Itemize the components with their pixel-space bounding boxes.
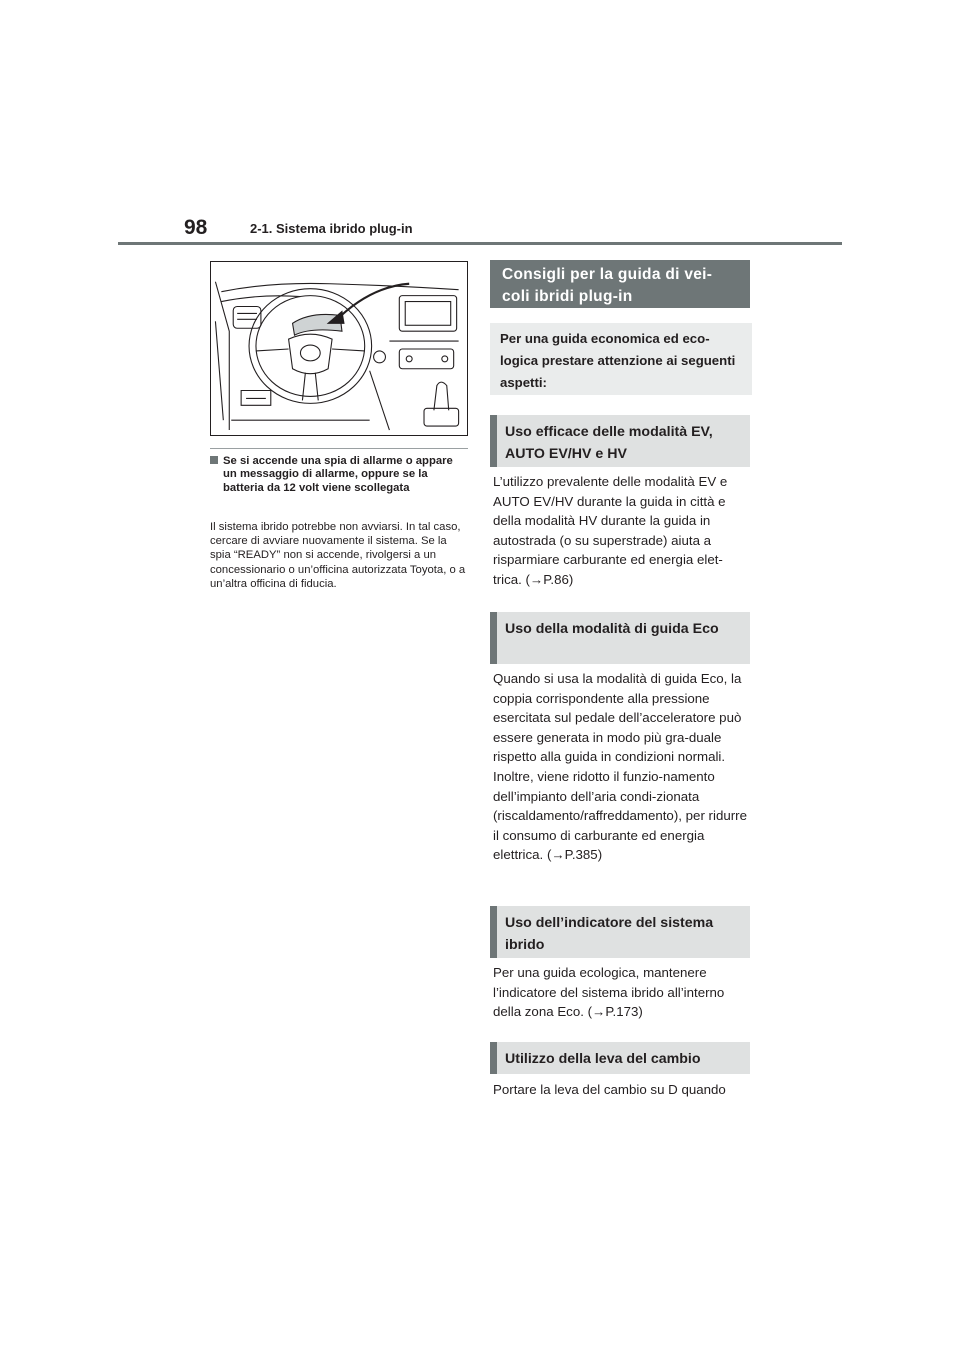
header-rule [118, 242, 842, 245]
section-text-ev-modes: L’utilizzo prevalente delle modalità EV e AUTO EV/HV durante la guida in città e della modalità HV durante la guida in autostrada (o su superstrade) aiuta a risparmiare carburante ed energia elet-trica. (→P.86) [493, 474, 728, 587]
section-title: 2-1. Sistema ibrido plug-in [250, 221, 413, 236]
steering-wheel-dashboard-illustration [210, 261, 468, 436]
section-heading-ev-modes: Uso efficace delle modalità EV, AUTO EV/HV e HV [490, 415, 750, 467]
section-text-hybrid-indicator: Per una guida ecologica, mantenere l’indicatore del sistema ibrido all’interno della zona Eco. (→P.173) [493, 965, 725, 1020]
note-heading [210, 455, 468, 495]
square-bullet-icon [210, 456, 218, 464]
section-heading-hybrid-indicator: Uso dell’indicatore del sistema ibrido [490, 906, 750, 958]
section-heading-eco-mode: Uso della modalità di guida Eco [490, 612, 750, 664]
section-heading-gear-lever: Utilizzo della leva del cambio [490, 1042, 750, 1074]
tips-intro: Per una guida economica ed eco-logica prestare attenzione ai seguenti aspetti: [490, 323, 752, 395]
note-heading-text: Se si accende una spia di allarme o appare un messaggio di allarme, oppure se la batteria da 12 volt viene scollegata [223, 455, 453, 494]
note-separator [210, 448, 468, 449]
page-number: 98 [184, 216, 208, 239]
note-body: Il sistema ibrido potrebbe non avviarsi. In tal caso, cercare di avviare nuovamente il sistema. Se la spia “READY” non si accende, rivolgersi a un concessionario o un’officina autorizzata Toyota, o a un’altra officina di fiducia. [210, 521, 466, 590]
section-text-gear-lever: Portare la leva del cambio su D quando [493, 1082, 726, 1097]
tips-title: Consigli per la guida di vei-coli ibridi plug-in [490, 260, 750, 308]
section-text-eco-mode: Quando si usa la modalità di guida Eco, la coppia corrispondente alla pressione esercitata sul pedale dell’acceleratore può essere generata in modo più gra-duale rispetto alla guida in condizioni normali. Inoltre, viene ridotto il funzio-namento dell’impianto dell’aria condi-zionata (riscaldamento/raffreddamento), per ridurre il consumo di carburante ed energia elettrica. (→P.385) [493, 671, 747, 863]
